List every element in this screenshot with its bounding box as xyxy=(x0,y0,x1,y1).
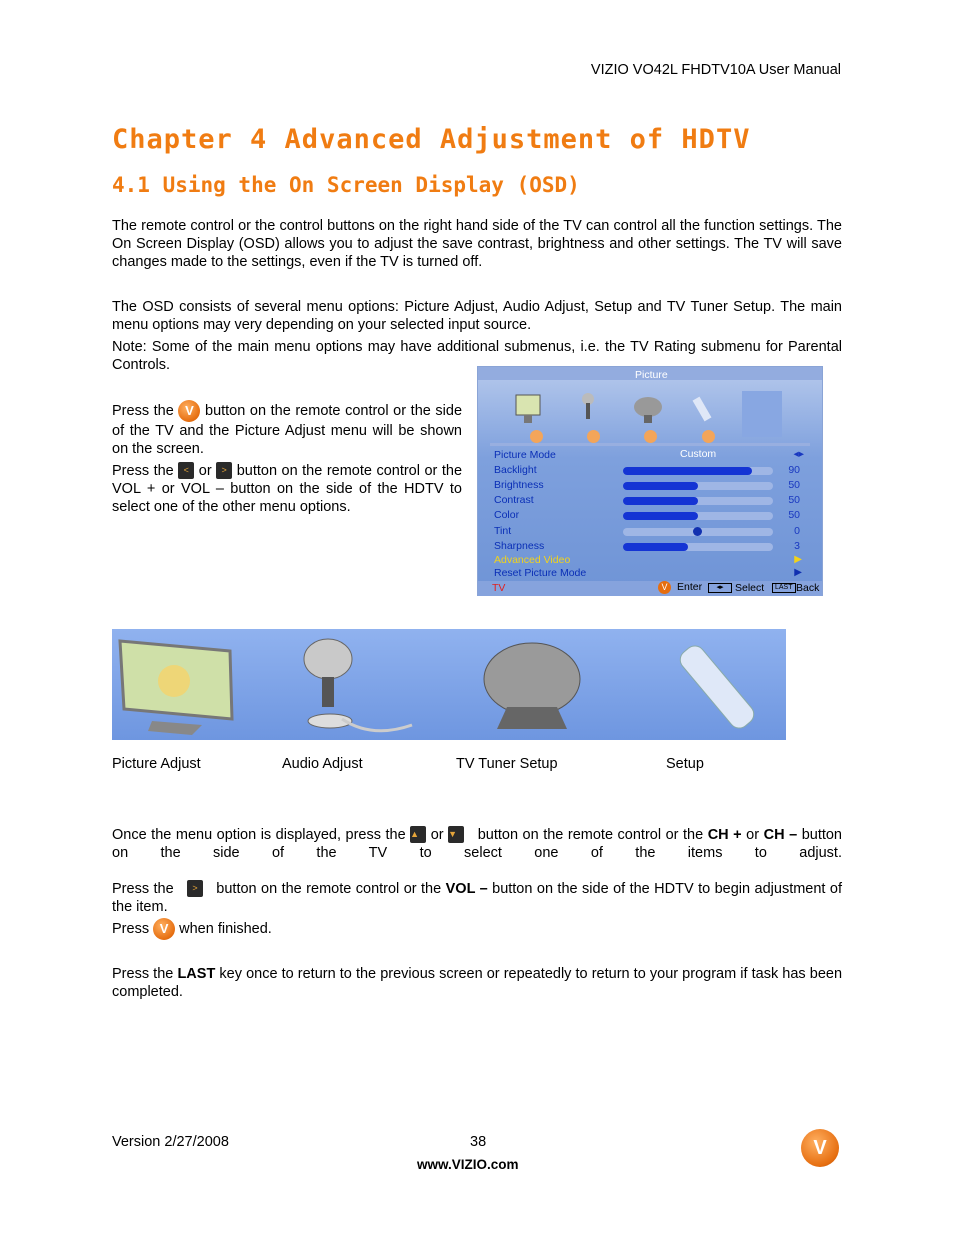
osd-row-sharpness xyxy=(494,540,824,555)
osd-label: Contrast xyxy=(494,494,534,506)
osd-value: 90 xyxy=(788,464,800,476)
press-vol-paragraph xyxy=(112,880,842,916)
osd-tab-dot xyxy=(587,430,600,443)
osd-tab-dot xyxy=(702,430,715,443)
osd-tab-dot xyxy=(644,430,657,443)
osd-label: Brightness xyxy=(494,479,544,491)
monitor-icon xyxy=(516,395,540,423)
ch-up-button-icon: ▲ xyxy=(410,826,426,843)
osd-enter-label: Enter xyxy=(677,581,703,593)
microphone-icon xyxy=(304,639,412,731)
osd-options-paragraph: The OSD consists of several menu options: Picture Adjust, Audio Adjust, Setup and TV Tuner Setup. The main menu options may very depending on your selected input source. xyxy=(112,299,842,333)
text: or xyxy=(198,463,212,479)
osd-slider-fill xyxy=(623,512,698,520)
text: key once to return to the previous screen or repeatedly to return to your program if task has been completed. xyxy=(112,966,843,1000)
text: when finished. xyxy=(179,920,272,937)
osd-row-color xyxy=(494,509,824,524)
osd-bottom-bar xyxy=(478,581,822,596)
footer-version: Version 2/27/2008 xyxy=(112,1134,229,1150)
text: Press the xyxy=(112,402,174,419)
osd-slider xyxy=(623,497,773,505)
caption-picture-adjust: Picture Adjust xyxy=(112,756,201,772)
osd-value: 50 xyxy=(788,479,800,491)
osd-separator xyxy=(490,443,810,446)
vizio-v-icon: V xyxy=(153,918,175,940)
main-menu-icons xyxy=(112,629,786,740)
osd-row-picture-mode xyxy=(494,449,824,464)
press-last-paragraph xyxy=(112,965,842,1001)
osd-title: Picture xyxy=(635,369,668,381)
microphone-icon xyxy=(582,393,594,419)
text-bold: VOL – xyxy=(445,881,488,897)
vizio-logo-icon: V xyxy=(801,1129,839,1167)
left-arrow-button-icon: < xyxy=(178,462,194,479)
text: button on the remote control or the side of the TV and the Picture Adjust menu will be shown on the screen. xyxy=(112,402,463,457)
text-bold: LAST xyxy=(177,966,216,982)
right-arrow-button-icon: > xyxy=(216,462,232,479)
osd-slider-fill xyxy=(623,497,698,505)
caption-audio-adjust: Audio Adjust xyxy=(282,756,363,772)
wrench-icon xyxy=(676,642,758,732)
osd-tab-dot xyxy=(530,430,543,443)
satellite-icon xyxy=(634,397,662,423)
intro-paragraph: The remote control or the control buttons on the right hand side of the TV can control all the function settings. The On Screen Display (OSD) allows you to adjust the save contrast, brightness and other settings. The TV will save changes made to the settings, even if the TV is turned off. xyxy=(112,218,842,270)
osd-source: TV xyxy=(492,582,506,594)
right-triangle-icon: ▶ xyxy=(794,554,802,565)
osd-mode-value: Custom xyxy=(680,448,717,460)
osd-slider-knob xyxy=(693,527,702,536)
arrow-keys-icon: ◂▸ xyxy=(708,583,732,593)
osd-picture-menu xyxy=(477,366,823,596)
caption-setup: Setup xyxy=(666,756,704,772)
text: button on the side of the HDTV to begin adjustment of the item. xyxy=(112,881,842,915)
osd-menu-icons xyxy=(508,391,728,427)
text: button on the remote control or the VOL + or VOL – button on the side of the HDTV to select one of the other menu options. xyxy=(112,463,463,515)
osd-slider xyxy=(623,482,773,490)
press-arrow-paragraph xyxy=(112,462,462,516)
text: Press the xyxy=(112,966,174,982)
osd-row-reset xyxy=(494,567,824,582)
main-menu-banner xyxy=(112,629,786,740)
osd-row-contrast xyxy=(494,494,824,509)
text-bold: CH + xyxy=(707,827,742,843)
satellite-icon xyxy=(484,643,580,729)
osd-slider-fill xyxy=(623,482,698,490)
osd-slider xyxy=(623,512,773,520)
osd-selection-highlight xyxy=(742,391,782,437)
osd-label: Color xyxy=(494,509,520,521)
osd-select-label: Select xyxy=(735,582,765,594)
osd-slider xyxy=(623,528,773,536)
text: or xyxy=(746,827,760,843)
osd-slider-fill xyxy=(623,543,688,551)
text: or xyxy=(430,827,444,843)
osd-label: Advanced Video xyxy=(494,554,571,566)
press-finished-paragraph xyxy=(112,918,842,940)
header-title: VIZIO VO42L FHDTV10A User Manual xyxy=(590,62,841,78)
monitor-icon xyxy=(120,641,232,735)
osd-label: Sharpness xyxy=(494,540,545,552)
osd-label: Backlight xyxy=(494,464,537,476)
osd-slider xyxy=(623,543,773,551)
text-bold: CH – xyxy=(763,827,798,843)
osd-row-tint xyxy=(494,525,824,540)
osd-row-brightness xyxy=(494,479,824,494)
osd-label: Reset Picture Mode xyxy=(494,567,587,579)
footer-page-number: 38 xyxy=(470,1134,487,1150)
text: button on the side of the TV to select one of the items to adjust. xyxy=(112,827,843,861)
osd-slider xyxy=(623,467,773,475)
text: Press xyxy=(112,920,150,937)
osd-slider-fill xyxy=(623,467,752,475)
osd-value: 50 xyxy=(788,494,800,506)
osd-value: 0 xyxy=(794,525,800,537)
vizio-v-icon: V xyxy=(658,581,671,594)
ch-down-button-icon: ▼ xyxy=(448,826,464,843)
osd-value: 3 xyxy=(794,540,800,552)
press-ch-paragraph xyxy=(112,826,842,862)
text: Once the menu option is displayed, press the xyxy=(112,827,406,843)
note-paragraph: Note: Some of the main menu options may have additional submenus, i.e. the TV Rating submenu for Parental Controls. xyxy=(112,339,842,373)
text: button on the remote control or the xyxy=(216,881,442,897)
osd-back-label: Back xyxy=(796,582,820,594)
text: Press the xyxy=(112,881,174,897)
osd-left-right-icon: ◂▸ xyxy=(793,448,804,460)
osd-value: 50 xyxy=(788,509,800,521)
chapter-title: Chapter 4 Advanced Adjustment of HDTV xyxy=(112,124,751,155)
text: button on the remote control or the xyxy=(477,827,704,843)
section-title: 4.1 Using the On Screen Display (OSD) xyxy=(112,173,580,197)
press-menu-paragraph xyxy=(112,400,462,458)
footer-url: www.VIZIO.com xyxy=(417,1157,519,1172)
text: Press the xyxy=(112,463,174,479)
right-triangle-icon: ▶ xyxy=(794,567,802,578)
caption-tv-tuner-setup: TV Tuner Setup xyxy=(456,756,558,772)
last-key-icon: LAST xyxy=(772,583,796,593)
right-arrow-button-icon: > xyxy=(187,880,203,897)
wrench-icon xyxy=(693,397,712,422)
osd-row-backlight xyxy=(494,464,824,479)
osd-label: Picture Mode xyxy=(494,449,556,461)
osd-label: Tint xyxy=(494,525,512,537)
vizio-v-icon: V xyxy=(178,400,200,422)
